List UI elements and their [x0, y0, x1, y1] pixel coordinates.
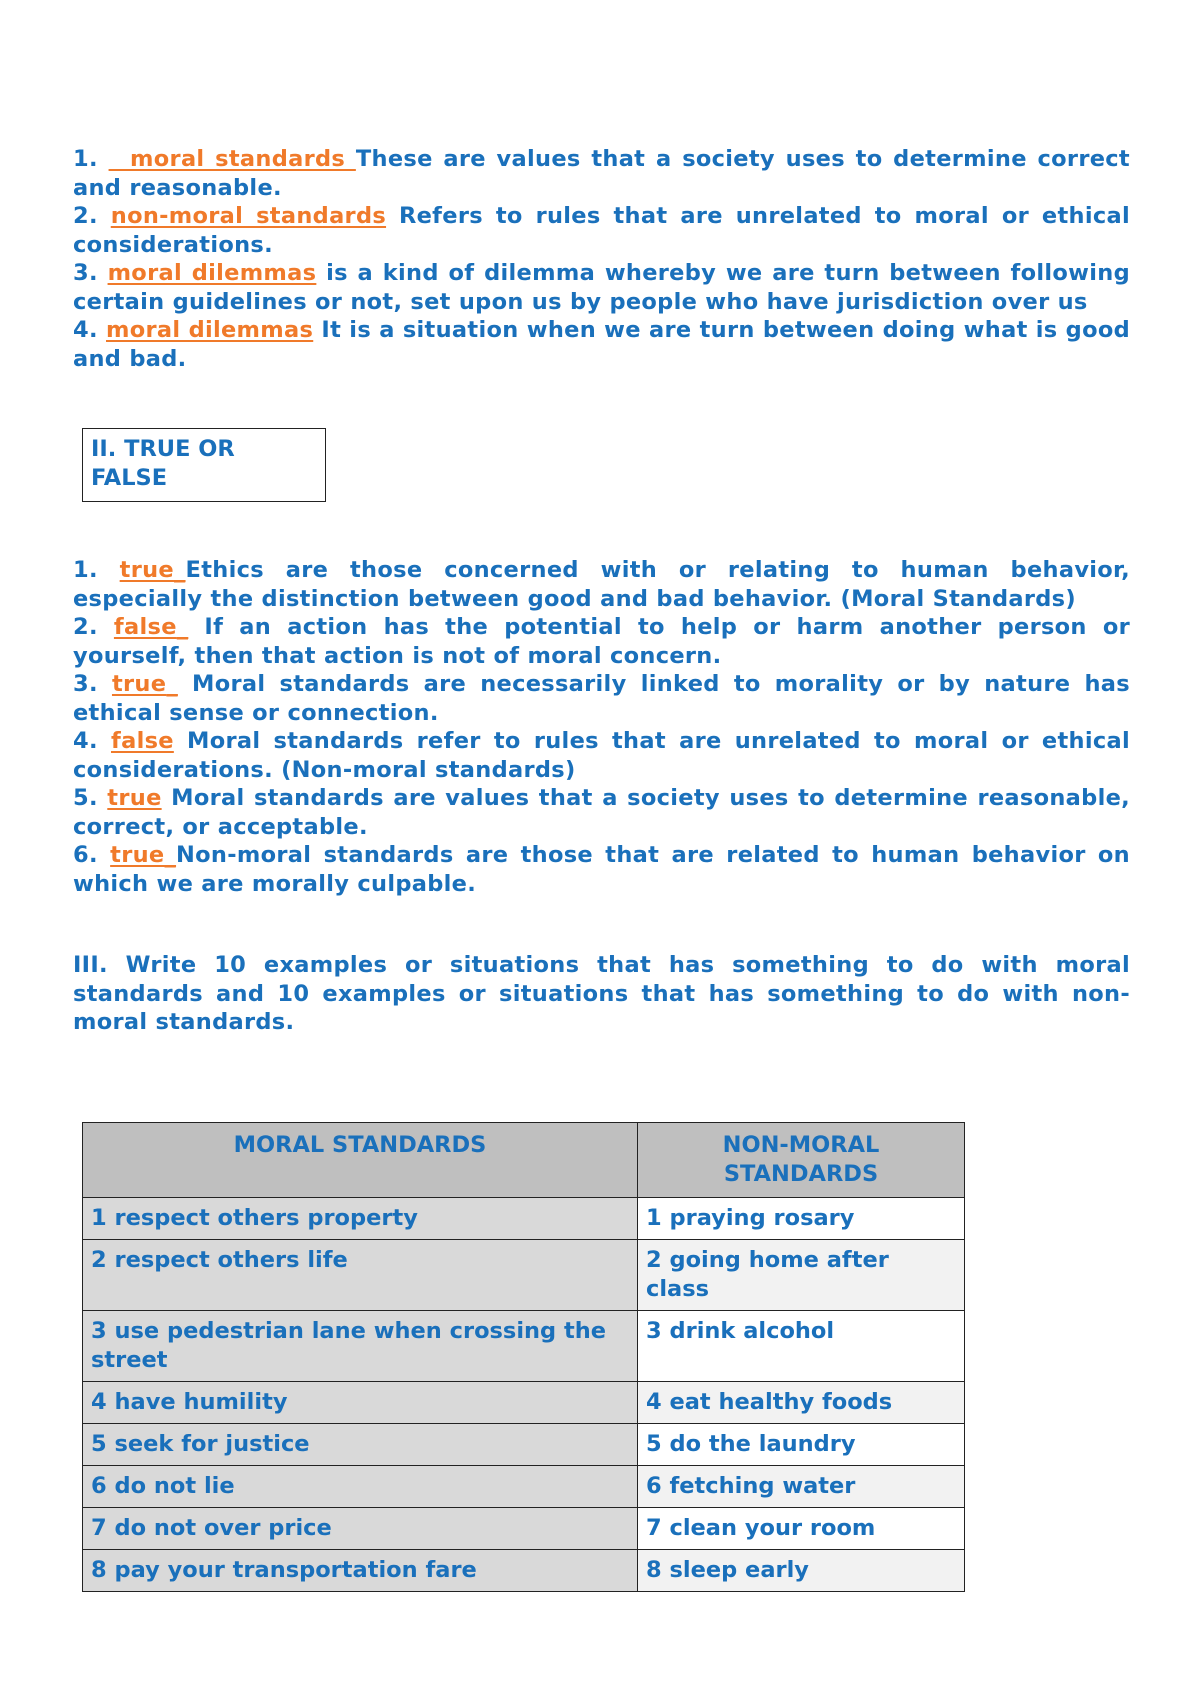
- identification-item-4: 4. moral dilemmas It is a situation when we are turn between doing what is good and bad.: [73, 317, 1131, 372]
- true-false-item-4: 4. false Moral standards refer to rules that are unrelated to moral or ethical considerations. (Non-moral standards): [73, 728, 1130, 783]
- answer-blank: true: [110, 842, 165, 868]
- moral-cell: 1 respect others property: [83, 1198, 638, 1240]
- true-false-item-3: 3. true_ Moral standards are necessarily linked to morality or by nature has ethical sense or connection.: [73, 671, 1130, 726]
- table-row: [83, 1508, 965, 1550]
- answer-blank: false: [111, 728, 174, 754]
- table-row: [83, 1550, 965, 1592]
- answer-blank: moral dilemmas: [107, 260, 317, 286]
- true-false-item-5: 5. true Moral standards are values that a society uses to determine reasonable, correct, or acceptable.: [73, 785, 1130, 840]
- table-row: [83, 1382, 965, 1424]
- table-header-row: [83, 1123, 965, 1198]
- item-text: Moral standards are values that a society uses to determine reasonable, correct, or acceptable.: [73, 785, 1130, 840]
- header-non-moral-standards: NON-MORAL STANDARDS: [638, 1123, 965, 1198]
- moral-cell: 8 pay your transportation fare: [83, 1550, 638, 1592]
- true-false-item-1: 1. true_Ethics are those concerned with or relating to human behavior, especially the distinction between good and bad behavior. (Moral Standards): [73, 557, 1130, 612]
- true-false-item-2: 2. false_ If an action has the potential to help or harm another person or yourself, then that action is not of moral concern.: [73, 614, 1130, 669]
- non-moral-cell: 4 eat healthy foods: [638, 1382, 965, 1424]
- non-moral-cell: 3 drink alcohol: [638, 1311, 965, 1382]
- identification-item-1: 1. moral standards These are values that a society uses to determine correct and reasonable.: [73, 146, 1130, 201]
- item-text: is a kind of dilemma whereby we are turn between following certain guidelines or not, set upon us by people who have jurisdiction over us: [73, 260, 1130, 315]
- item-text: Ethics are those concerned with or relating to human behavior, especially the distinction between good and bad behavior. (Moral Standards): [73, 557, 1130, 612]
- moral-cell: 7 do not over price: [83, 1508, 638, 1550]
- examples-instruction: III. Write 10 examples or situations that has something to do with moral standards and 10 examples or situations that has something to do with non-moral standards.: [73, 952, 1130, 1035]
- identification-section: [73, 145, 1130, 373]
- non-moral-cell: 8 sleep early: [638, 1550, 965, 1592]
- moral-cell: 3 use pedestrian lane when crossing the street: [83, 1311, 638, 1382]
- item-text: If an action has the potential to help or harm another person or yourself, then that action is not of moral concern.: [73, 614, 1130, 669]
- answer-blank: false: [113, 614, 177, 640]
- non-moral-cell: 2 going home after class: [638, 1240, 965, 1311]
- item-text: Moral standards refer to rules that are unrelated to moral or ethical considerations. (Non-moral standards): [73, 728, 1130, 783]
- item-text: These are values that a society uses to determine correct and reasonable.: [73, 146, 1130, 201]
- standards-table: [82, 1122, 965, 1592]
- identification-item-2: 2. non-moral standards Refers to rules that are unrelated to moral or ethical considerations.: [73, 203, 1130, 258]
- item-text: It is a situation when we are turn between doing what is good and bad.: [73, 317, 1131, 372]
- answer-blank: true: [119, 557, 174, 583]
- header-moral-standards: MORAL STANDARDS: [83, 1123, 638, 1198]
- table-row: [83, 1466, 965, 1508]
- table-row: [83, 1424, 965, 1466]
- moral-cell: 6 do not lie: [83, 1466, 638, 1508]
- table-row: [83, 1240, 965, 1311]
- answer-blank: moral standards: [108, 146, 356, 172]
- non-moral-cell: 6 fetching water: [638, 1466, 965, 1508]
- answer-blank: moral dilemmas: [106, 317, 314, 343]
- moral-cell: 5 seek for justice: [83, 1424, 638, 1466]
- examples-section: [73, 951, 1130, 1037]
- answer-blank: non-moral standards: [110, 203, 387, 229]
- moral-cell: 4 have humility: [83, 1382, 638, 1424]
- true-false-section: [73, 556, 1130, 898]
- non-moral-cell: 1 praying rosary: [638, 1198, 965, 1240]
- table-row: [83, 1198, 965, 1240]
- true-false-item-6: 6. true_Non-moral standards are those that are related to human behavior on which we are morally culpable.: [73, 842, 1131, 897]
- item-text: Refers to rules that are unrelated to moral or ethical considerations.: [73, 203, 1130, 258]
- item-text: Non-moral standards are those that are related to human behavior on which we are morally culpable.: [73, 842, 1131, 897]
- moral-cell: 2 respect others life: [83, 1240, 638, 1311]
- section-heading-box: II. TRUE OR FALSE: [82, 428, 326, 502]
- item-text: Moral standards are necessarily linked to morality or by nature has ethical sense or connection.: [73, 671, 1130, 726]
- answer-blank: true: [111, 671, 167, 697]
- identification-item-3: 3. moral dilemmas is a kind of dilemma whereby we are turn between following certain guidelines or not, set upon us by people who have jurisdiction over us: [73, 260, 1130, 315]
- table-row: [83, 1311, 965, 1382]
- non-moral-cell: 5 do the laundry: [638, 1424, 965, 1466]
- answer-blank: true: [107, 785, 162, 811]
- non-moral-cell: 7 clean your room: [638, 1508, 965, 1550]
